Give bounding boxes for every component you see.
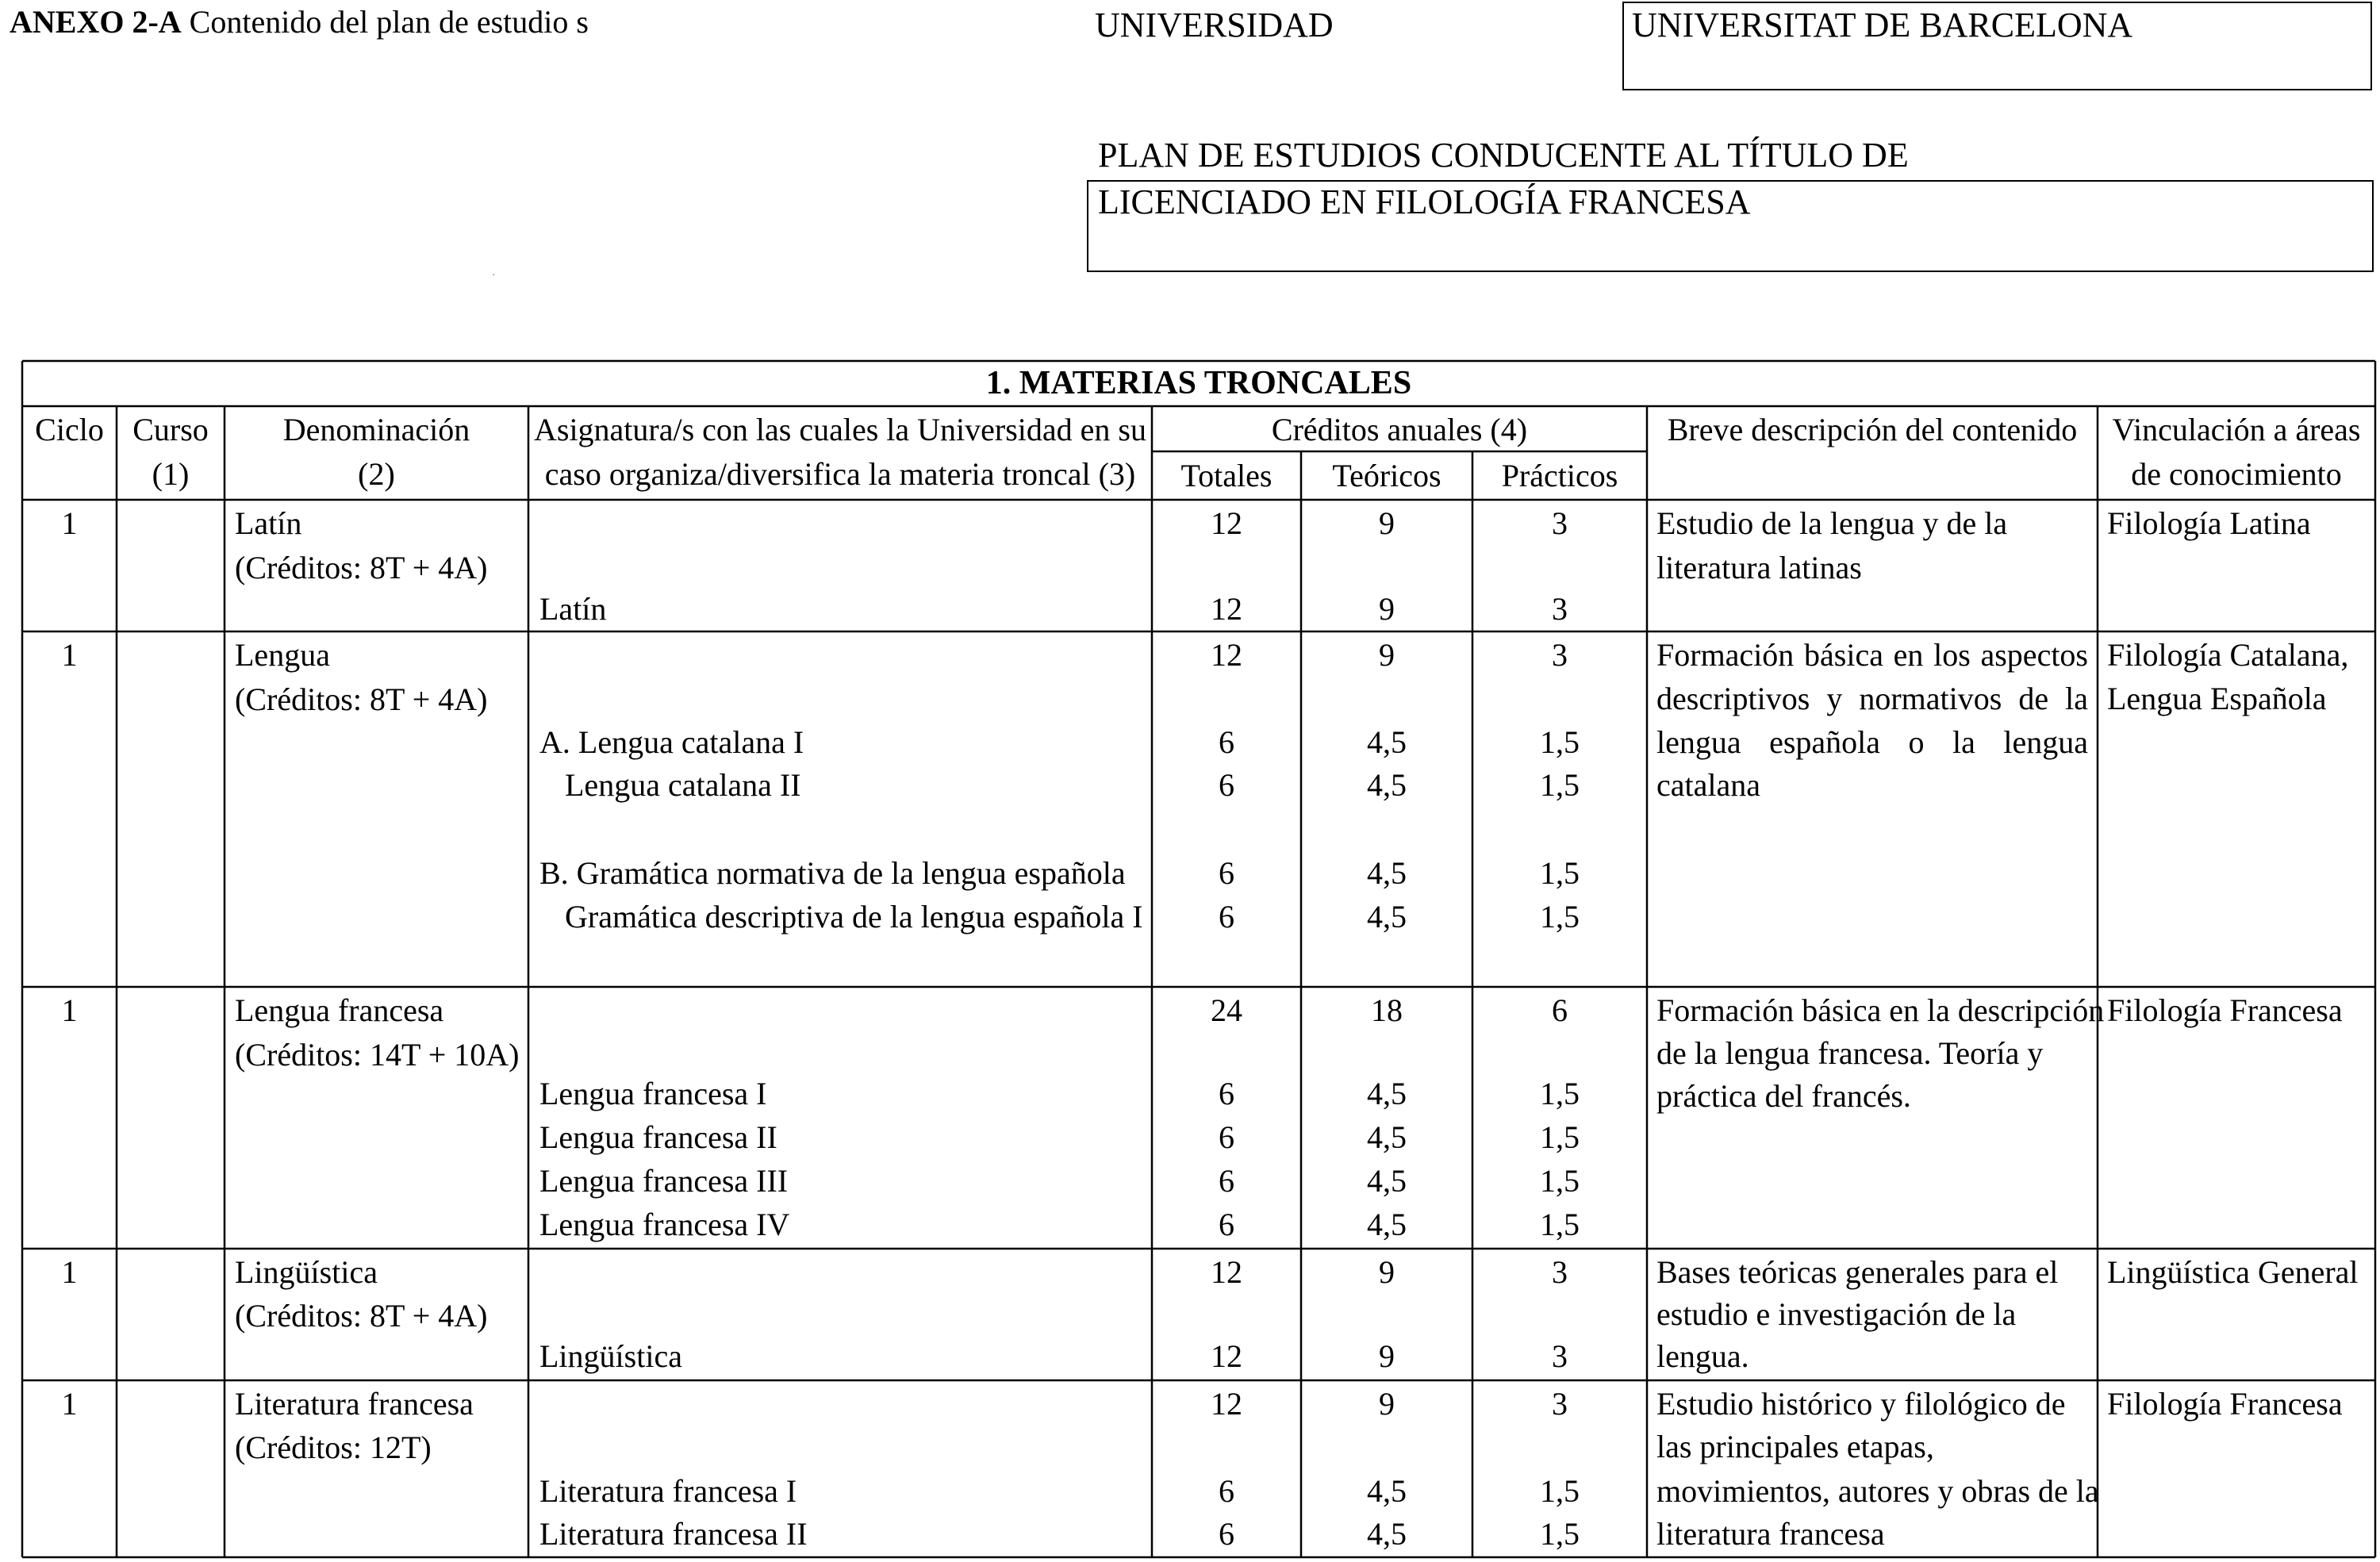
- col-header-curso-note: (1): [152, 456, 190, 492]
- row-descripcion-line: descriptivos y normativos de la: [1656, 681, 2088, 716]
- col-header-denominacion: Denominación: [282, 412, 470, 447]
- row-totales: 12: [1211, 505, 1242, 541]
- row-vinculacion: Filología Francesa: [2107, 1386, 2343, 1422]
- row-practicos: 3: [1552, 1254, 1568, 1290]
- asignatura-name: A. Lengua catalana I: [539, 724, 804, 760]
- plan-label: PLAN DE ESTUDIOS CONDUCENTE AL TÍTULO DE: [1098, 136, 1909, 175]
- row-ciclo: 1: [61, 1386, 78, 1422]
- col-header-asignaturas: Asignatura/s con las cuales la Universidad en su: [533, 412, 1146, 447]
- row-totales: 24: [1211, 992, 1242, 1028]
- col-header-practicos: Prácticos: [1501, 458, 1618, 493]
- asignatura-practicos: 1,5: [1540, 899, 1580, 935]
- asignatura-teoricos: 4,5: [1367, 1076, 1407, 1111]
- row-denominacion-credits: (Créditos: 14T + 10A): [235, 1037, 520, 1073]
- asignatura-practicos: 1,5: [1540, 1076, 1580, 1111]
- col-header-totales: Totales: [1180, 458, 1273, 493]
- asignatura-totales: 6: [1219, 767, 1234, 803]
- row-denominacion-credits: (Créditos: 8T + 4A): [235, 550, 488, 585]
- row-descripcion-line: literatura francesa: [1656, 1516, 1885, 1552]
- col-header-vinculacion-note: de conocimiento: [2131, 456, 2342, 492]
- asignatura-teoricos: 9: [1379, 591, 1395, 627]
- annex-label: ANEXO 2-A: [10, 4, 182, 40]
- col-header-vinculacion: Vinculación a áreas: [2112, 412, 2361, 447]
- col-header-asignaturas-note: caso organiza/diversifica la materia troncal (3): [544, 456, 1136, 492]
- row-descripcion-line: Formación básica en los aspectos: [1656, 637, 2088, 673]
- scan-speck: ·: [492, 270, 496, 282]
- university-value: UNIVERSITAT DE BARCELONA: [1632, 6, 2133, 44]
- row-teoricos: 9: [1379, 1386, 1395, 1422]
- row-practicos: 3: [1552, 637, 1568, 673]
- asignatura-name: Lengua francesa II: [539, 1119, 777, 1155]
- row-denominacion: Lengua: [235, 637, 330, 673]
- row-ciclo: 1: [61, 637, 78, 673]
- row-descripcion-line: literatura latinas: [1656, 550, 1862, 585]
- col-header-ciclo: Ciclo: [35, 412, 104, 447]
- asignatura-practicos: 1,5: [1540, 1163, 1580, 1199]
- asignatura-name: Literatura francesa I: [539, 1473, 797, 1509]
- asignatura-name: Literatura francesa II: [539, 1516, 808, 1552]
- asignatura-name: Lengua francesa IV: [539, 1207, 790, 1242]
- row-teoricos: 9: [1379, 505, 1395, 541]
- asignatura-teoricos: 4,5: [1367, 1119, 1407, 1155]
- row-descripcion-line: Formación básica en la descripción: [1656, 992, 2105, 1028]
- row-descripcion-line: lengua española o la lengua: [1656, 724, 2088, 760]
- row-ciclo: 1: [61, 992, 78, 1028]
- row-teoricos: 9: [1379, 637, 1395, 673]
- row-vinculacion: Lengua Española: [2107, 681, 2327, 716]
- row-descripcion-line: estudio e investigación de la: [1656, 1296, 2017, 1332]
- row-descripcion-line: práctica del francés.: [1656, 1078, 1911, 1114]
- row-vinculacion: Filología Latina: [2107, 505, 2311, 541]
- row-vinculacion: Lingüística General: [2107, 1254, 2359, 1290]
- asignatura-totales: 6: [1219, 899, 1234, 935]
- row-practicos: 3: [1552, 1386, 1568, 1422]
- row-denominacion-credits: (Créditos: 8T + 4A): [235, 1298, 488, 1334]
- row-totales: 12: [1211, 1386, 1242, 1422]
- row-teoricos: 9: [1379, 1254, 1395, 1290]
- row-descripcion-line: las principales etapas,: [1656, 1429, 1934, 1464]
- row-vinculacion: Filología Francesa: [2107, 992, 2343, 1028]
- row-denominacion: Lengua francesa: [235, 992, 444, 1028]
- asignatura-name: Lingüística: [539, 1338, 682, 1374]
- row-descripcion-line: Estudio histórico y filológico de: [1656, 1386, 2066, 1422]
- row-descripcion-line: de la lengua francesa. Teoría y: [1656, 1035, 2044, 1071]
- asignatura-totales: 6: [1219, 1207, 1234, 1242]
- asignatura-totales: 6: [1219, 1516, 1234, 1552]
- asignatura-totales: 6: [1219, 855, 1234, 891]
- asignatura-teoricos: 4,5: [1367, 724, 1407, 760]
- asignatura-name: Lengua francesa I: [539, 1076, 767, 1111]
- asignatura-teoricos: 4,5: [1367, 1163, 1407, 1199]
- asignatura-practicos: 1,5: [1540, 1207, 1580, 1242]
- asignatura-totales: 12: [1211, 1338, 1242, 1374]
- asignatura-name: Lengua francesa III: [539, 1163, 789, 1199]
- asignatura-practicos: 1,5: [1540, 724, 1580, 760]
- asignatura-practicos: 1,5: [1540, 1473, 1580, 1509]
- university-label: UNIVERSIDAD: [1095, 6, 1334, 44]
- row-denominacion: Latín: [235, 505, 302, 541]
- col-header-descripcion: Breve descripción del contenido: [1667, 412, 2078, 447]
- row-totales: 12: [1211, 1254, 1242, 1290]
- asignatura-teoricos: 4,5: [1367, 1516, 1407, 1552]
- annex-text: Contenido del plan de estudio s: [189, 4, 589, 40]
- asignatura-totales: 6: [1219, 1076, 1234, 1111]
- asignatura-teoricos: 4,5: [1367, 1207, 1407, 1242]
- asignatura-practicos: 1,5: [1540, 855, 1580, 891]
- row-vinculacion: Filología Catalana,: [2107, 637, 2349, 673]
- asignatura-practicos: 1,5: [1540, 1516, 1580, 1552]
- row-denominacion-credits: (Créditos: 8T + 4A): [235, 681, 488, 717]
- row-descripcion-line: Bases teóricas generales para el: [1656, 1254, 2059, 1290]
- plan-value: LICENCIADO EN FILOLOGÍA FRANCESA: [1098, 182, 1751, 221]
- row-teoricos: 18: [1371, 992, 1403, 1028]
- row-ciclo: 1: [61, 1254, 78, 1290]
- row-descripcion-line: lengua.: [1656, 1338, 1749, 1374]
- asignatura-totales: 6: [1219, 1119, 1234, 1155]
- asignatura-teoricos: 4,5: [1367, 767, 1407, 803]
- asignatura-teoricos: 4,5: [1367, 855, 1407, 891]
- row-denominacion: Lingüística: [235, 1254, 378, 1290]
- col-header-creditos: Créditos anuales (4): [1271, 412, 1528, 447]
- row-descripcion-line: movimientos, autores y obras de la: [1656, 1473, 2099, 1509]
- asignatura-teoricos: 4,5: [1367, 1473, 1407, 1509]
- asignatura-practicos: 3: [1552, 1338, 1568, 1374]
- col-header-denominacion-note: (2): [358, 456, 395, 492]
- asignatura-name: Latín: [539, 591, 607, 627]
- col-header-teoricos: Teóricos: [1332, 458, 1441, 493]
- row-denominacion-credits: (Créditos: 12T): [235, 1430, 432, 1465]
- row-ciclo: 1: [61, 505, 78, 541]
- row-practicos: 6: [1552, 992, 1568, 1028]
- table-title: 1. MATERIAS TRONCALES: [985, 365, 1412, 401]
- asignatura-practicos: 3: [1552, 591, 1568, 627]
- asignatura-totales: 12: [1211, 591, 1242, 627]
- asignatura-name: Lengua catalana II: [565, 767, 801, 803]
- row-descripcion-line: Estudio de la lengua y de la: [1656, 505, 2008, 541]
- asignatura-teoricos: 4,5: [1367, 899, 1407, 935]
- asignatura-name: Gramática descriptiva de la lengua española I: [565, 899, 1143, 935]
- asignatura-teoricos: 9: [1379, 1338, 1395, 1374]
- row-totales: 12: [1211, 637, 1242, 673]
- row-denominacion: Literatura francesa: [235, 1386, 474, 1422]
- asignatura-totales: 6: [1219, 1163, 1234, 1199]
- row-practicos: 3: [1552, 505, 1568, 541]
- col-header-curso: Curso: [132, 412, 209, 447]
- asignatura-name: B. Gramática normativa de la lengua española: [539, 855, 1126, 891]
- row-descripcion-line: catalana: [1656, 767, 1760, 803]
- asignatura-totales: 6: [1219, 724, 1234, 760]
- asignatura-totales: 6: [1219, 1473, 1234, 1509]
- asignatura-practicos: 1,5: [1540, 1119, 1580, 1155]
- asignatura-practicos: 1,5: [1540, 767, 1580, 803]
